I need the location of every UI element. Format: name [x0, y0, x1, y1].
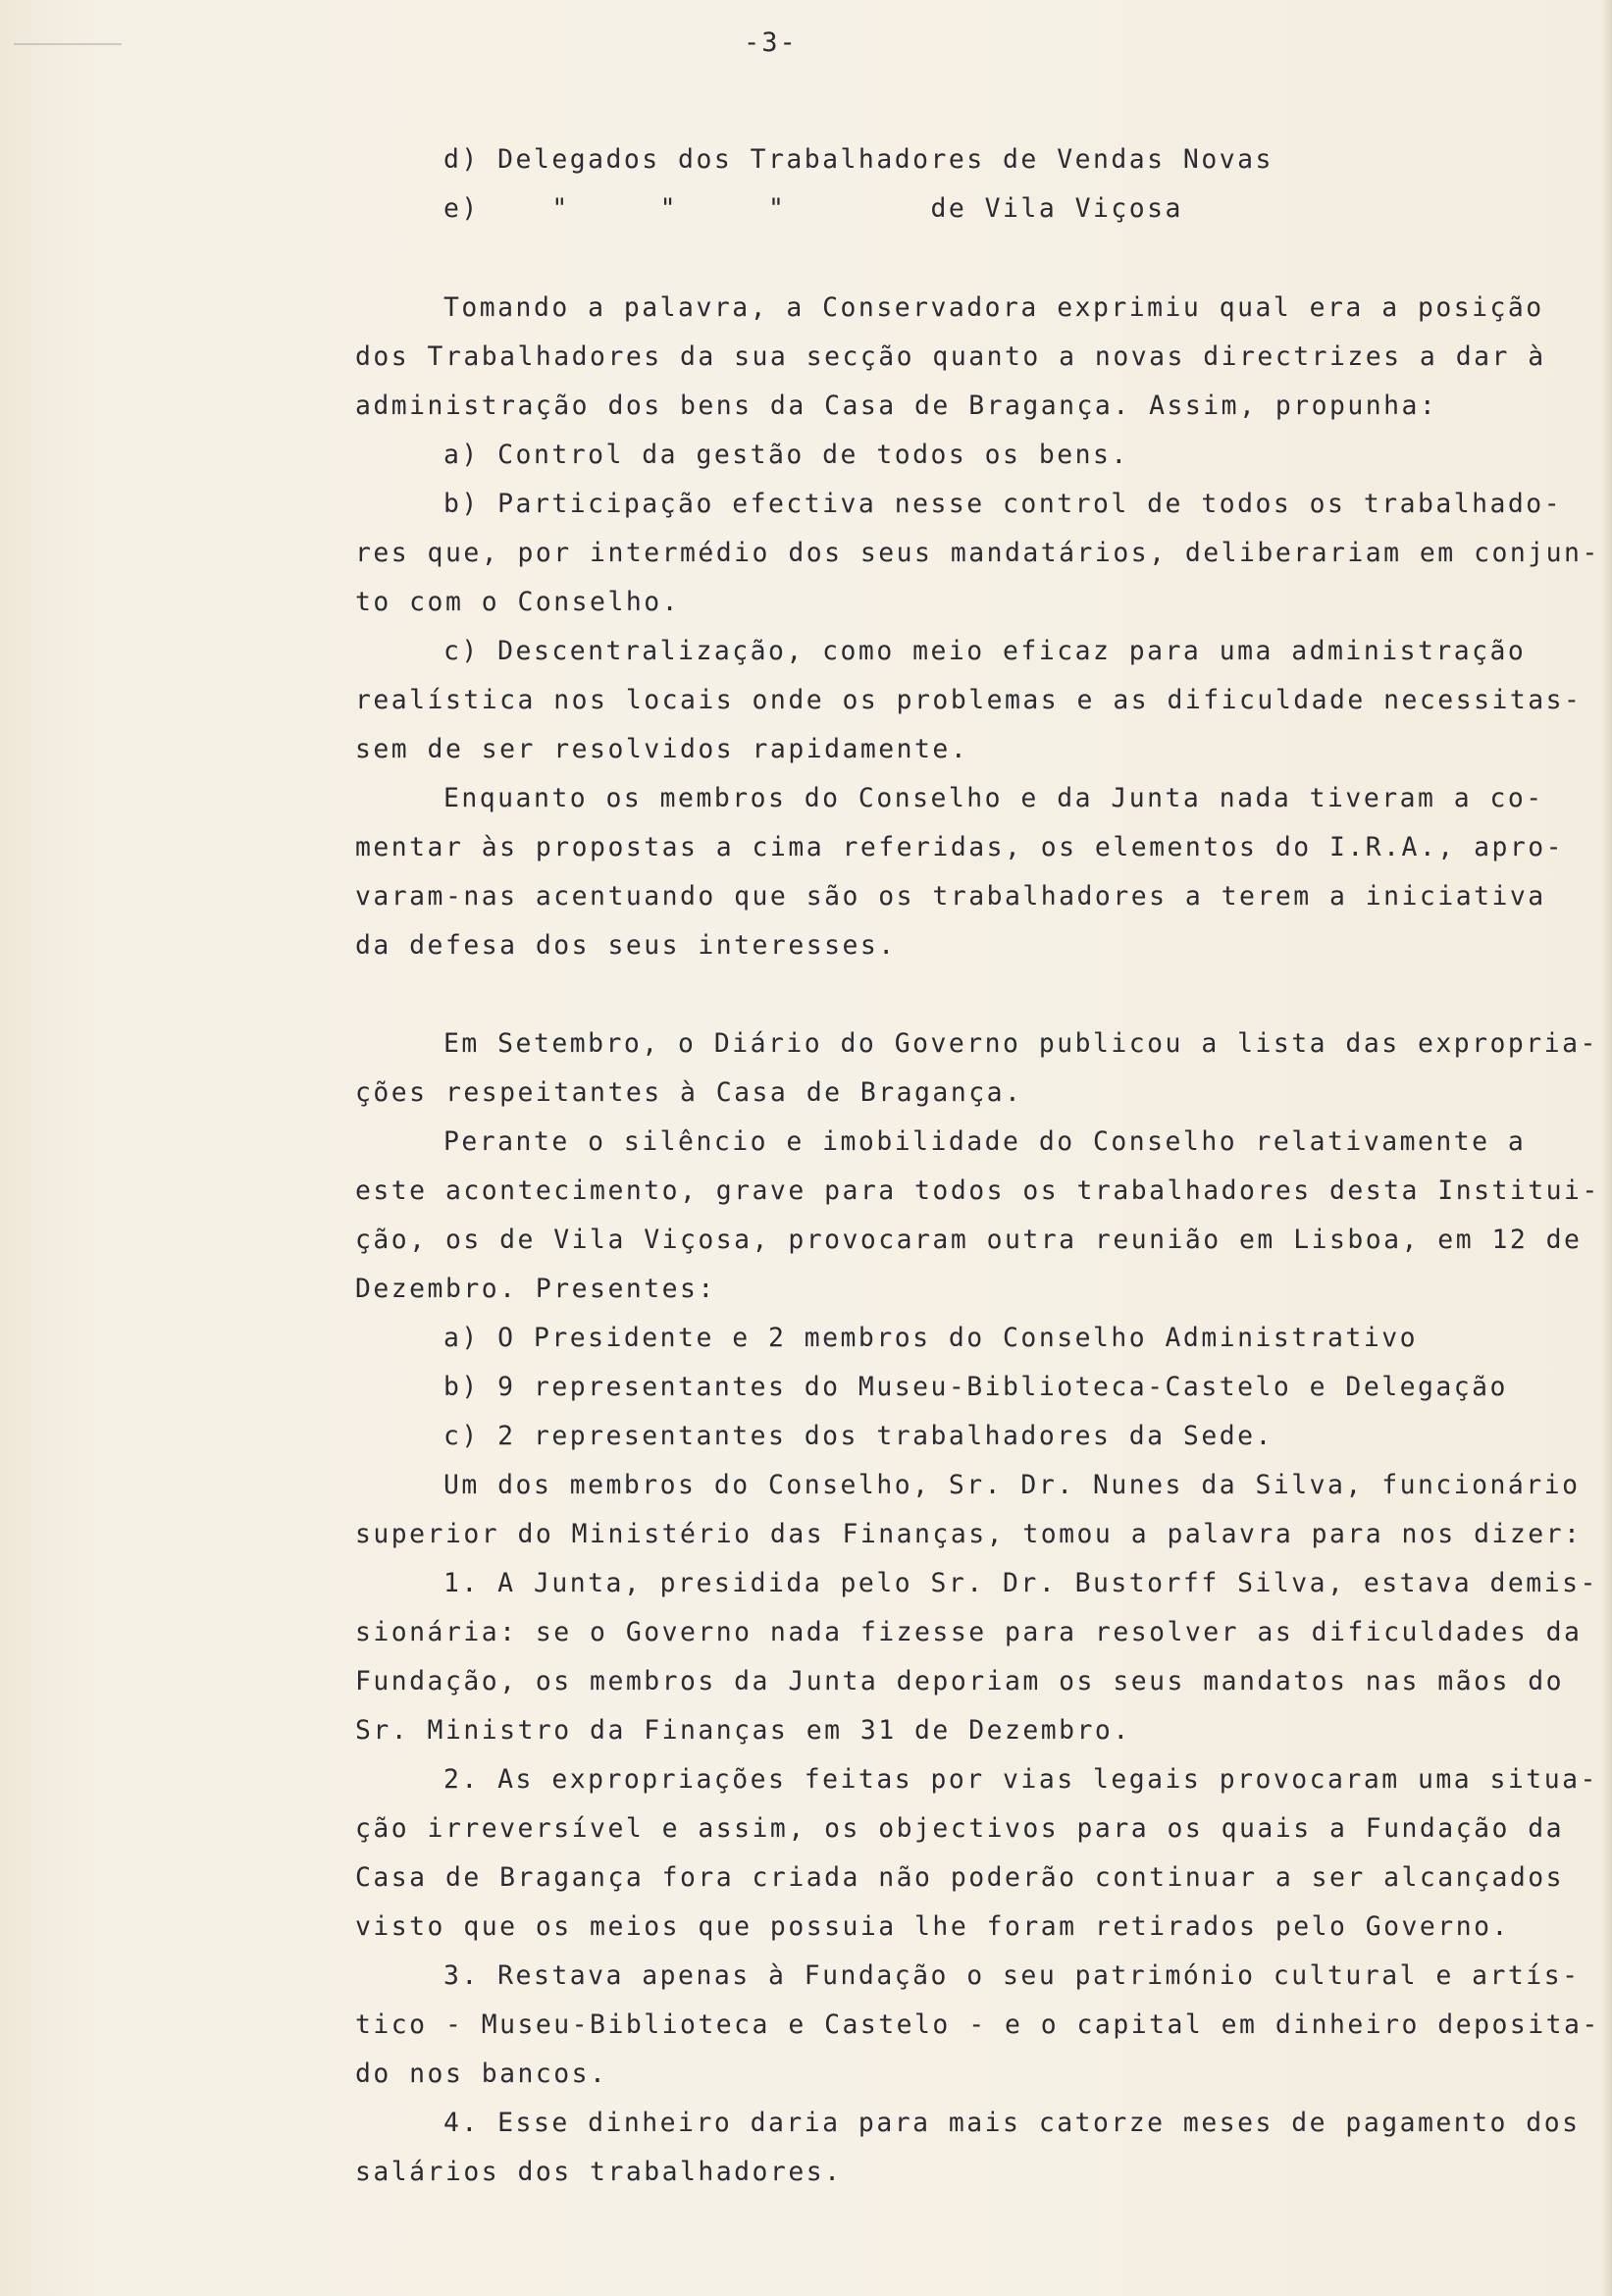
text-line: sionária: se o Governo nada fizesse para resolver as dificuldades da [355, 1617, 1583, 1647]
text-line: do nos bancos. [355, 2059, 608, 2089]
text-line: 4. Esse dinheiro daria para mais catorze meses de pagamento dos [443, 2108, 1581, 2138]
text-line: 1. A Junta, presidida pelo Sr. Dr. Bustorff Silva, estava demis- [443, 1568, 1598, 1598]
text-line: Em Setembro, o Diário do Governo publicou a lista das expropria- [443, 1028, 1598, 1059]
text-line: c) Descentralização, como meio eficaz para uma administração [443, 636, 1527, 666]
text-line: salários dos trabalhadores. [355, 2157, 843, 2187]
text-line: res que, por intermédio dos seus mandatários, deliberariam em conjun- [355, 538, 1600, 568]
page-number: -3- [744, 27, 798, 58]
text-line: ções respeitantes à Casa de Bragança. [355, 1077, 1023, 1108]
text-line: a) O Presidente e 2 membros do Conselho Administrativo [443, 1323, 1418, 1353]
text-line: Enquanto os membros do Conselho e da Junta nada tiveram a co- [443, 783, 1544, 813]
text-line: Perante o silêncio e imobilidade do Conselho relativamente a [443, 1126, 1527, 1157]
text-line: e) " " " de Vila Viçosa [443, 193, 1183, 224]
text-line: b) Participação efectiva nesse control de todos os trabalhado- [443, 489, 1563, 519]
text-line: ção, os de Vila Viçosa, provocaram outra reunião em Lisboa, em 12 de [355, 1225, 1583, 1255]
text-line: d) Delegados dos Trabalhadores de Vendas Novas [443, 144, 1274, 175]
text-line: 3. Restava apenas à Fundação o seu património cultural e artís- [443, 1960, 1581, 1991]
text-line: a) Control da gestão de todos os bens. [443, 440, 1129, 470]
text-line: 2. As expropriações feitas por vias legais provocaram uma situa- [443, 1764, 1598, 1795]
text-line: Tomando a palavra, a Conservadora exprimiu qual era a posição [443, 292, 1544, 323]
text-line: realística nos locais onde os problemas e as dificuldade necessitas- [355, 685, 1583, 715]
text-line: mentar às propostas a cima referidas, os elementos do I.R.A., apro- [355, 832, 1565, 862]
text-line: da defesa dos seus interesses. [355, 930, 897, 961]
text-line: superior do Ministério das Finanças, tomou a palavra para nos dizer: [355, 1519, 1583, 1549]
text-line: visto que os meios que possuia lhe foram retirados pelo Governo. [355, 1911, 1510, 1942]
text-line: dos Trabalhadores da sua secção quanto a novas directrizes a dar à [355, 341, 1546, 372]
text-line: Um dos membros do Conselho, Sr. Dr. Nunes da Silva, funcionário [443, 1470, 1581, 1500]
text-line: administração dos bens da Casa de Bragança. Assim, propunha: [355, 391, 1438, 421]
text-line: sem de ser resolvidos rapidamente. [355, 734, 969, 764]
text-line: varam-nas acentuando que são os trabalhadores a terem a iniciativa [355, 881, 1546, 912]
text-line: Sr. Ministro da Finanças em 31 de Dezembro. [355, 1715, 1131, 1746]
text-line: b) 9 representantes do Museu-Biblioteca-Castelo e Delegação [443, 1372, 1508, 1402]
page-edge-shadow [1602, 0, 1612, 2296]
text-line: c) 2 representantes dos trabalhadores da Sede. [443, 1421, 1274, 1451]
text-line: Fundação, os membros da Junta deporiam os seus mandatos nas mãos do [355, 1666, 1565, 1696]
text-line: tico - Museu-Biblioteca e Castelo - e o capital em dinheiro deposita- [355, 2009, 1600, 2040]
text-line: to com o Conselho. [355, 587, 680, 617]
text-line: Dezembro. Presentes: [355, 1274, 716, 1304]
text-line: este acontecimento, grave para todos os trabalhadores desta Institui- [355, 1175, 1600, 1206]
text-line: ção irreversível e assim, os objectivos para os quais a Fundação da [355, 1813, 1565, 1844]
margin-mark [14, 43, 122, 45]
text-line: Casa de Bragança fora criada não poderão continuar a ser alcançados [355, 1862, 1565, 1893]
